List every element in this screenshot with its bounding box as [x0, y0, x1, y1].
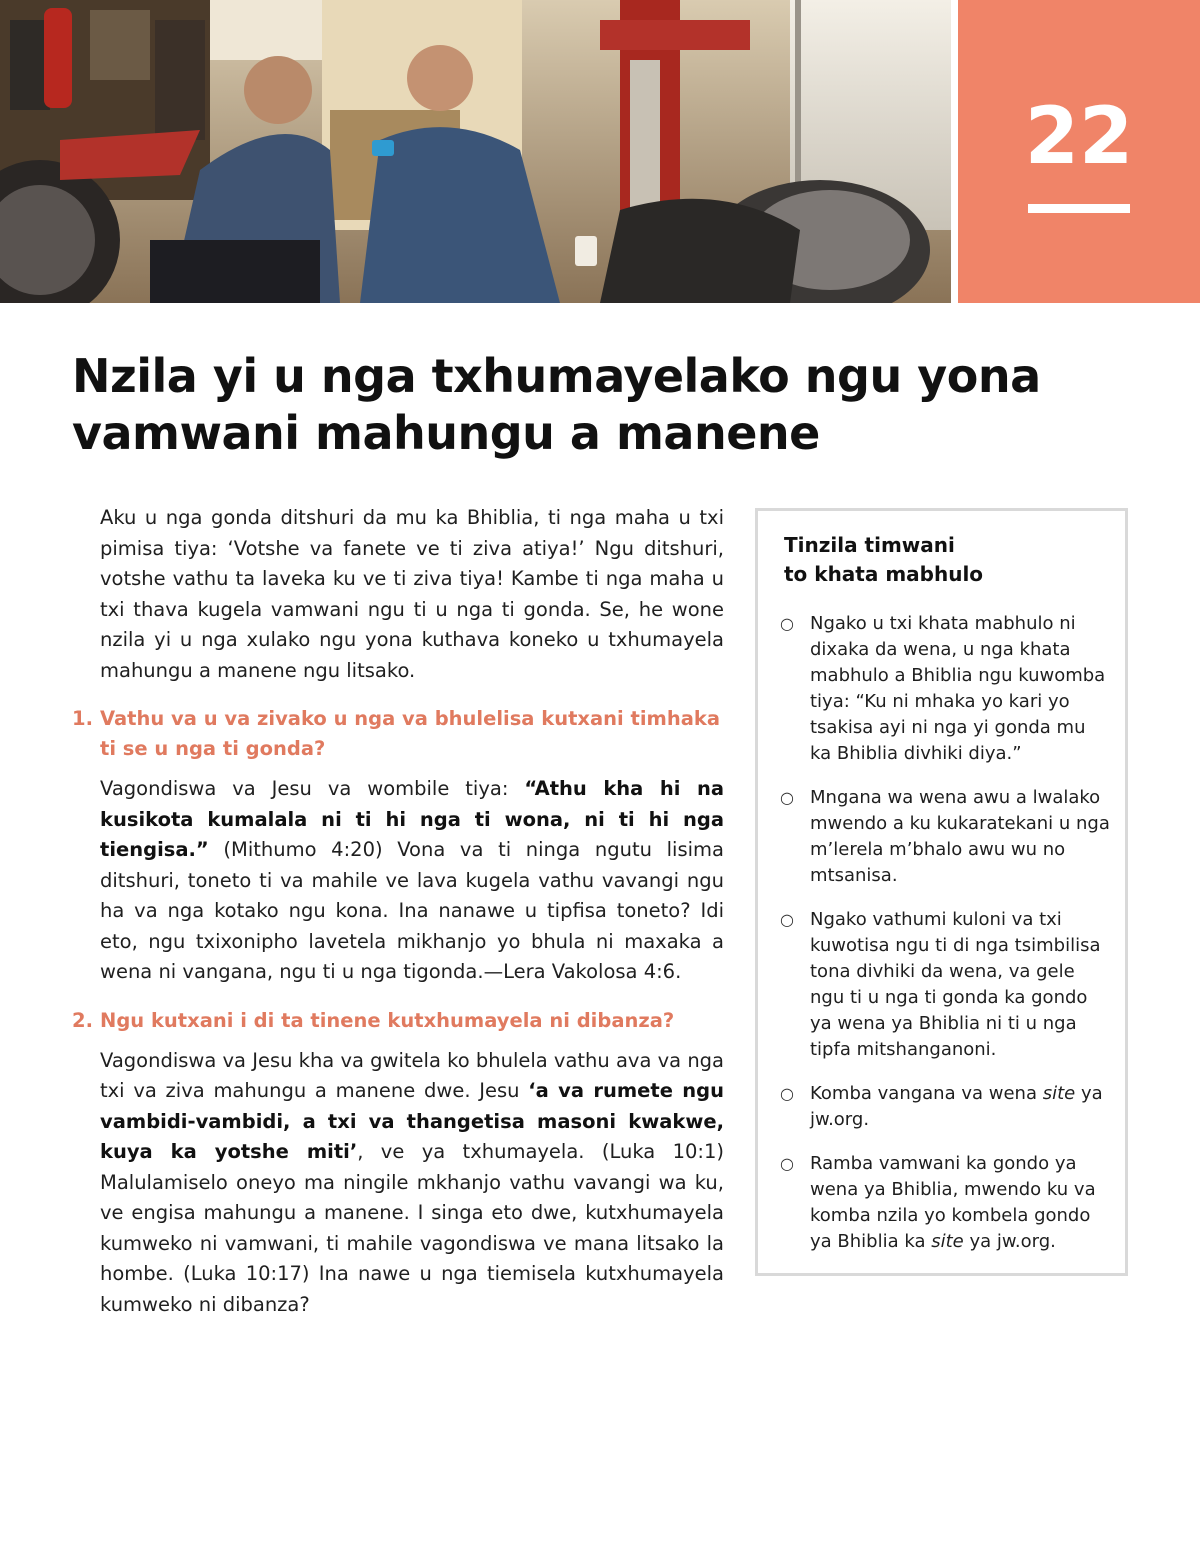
- tip-text-part: ya jw.org.: [963, 1231, 1056, 1252]
- tip-text-part: Komba vangana va wena: [810, 1083, 1043, 1104]
- tip-text-part: Mngana wa wena awu a lwalako mwendo a ku kukaratekani u nga m’lerela m’bhalo awu wu no mtsanisa.: [810, 787, 1110, 886]
- workshop-photo-illustration: [0, 0, 951, 303]
- tip-text: [810, 907, 1110, 1063]
- answer-paragraph-1: [72, 774, 724, 988]
- question-number: 1.: [72, 707, 93, 730]
- tip-text-italic: site: [1042, 1083, 1076, 1104]
- tips-list: [780, 611, 1110, 1273]
- circle-bullet-icon: ○: [780, 1084, 794, 1103]
- answer-text: Vagondiswa va Jesu kha va gwitela ko bhulela vathu ava va nga txi va ziva mahungu a manene dwe. Jesu: [100, 1048, 724, 1102]
- lesson-number-underline: [1028, 204, 1130, 213]
- sidebar-title: [784, 531, 1104, 589]
- circle-bullet-icon: ○: [780, 788, 794, 807]
- tip-text: [810, 785, 1110, 889]
- sidebar-title-line-2: to khata mabhulo: [784, 562, 984, 586]
- tip-text-italic: site: [931, 1231, 964, 1252]
- tip-text-part: Ngako vathumi kuloni va txi kuwotisa ngu ti di nga tsimbilisa tona divhiki da wena, va gele ngu ti u nga ti gonda ka gondo ya wena ya Bhiblia ni ti u nga tipfa mitshanganoni.: [810, 909, 1101, 1060]
- list-item: [780, 611, 1110, 767]
- answer-text: (Mithumo 4:20) Vona va ti ninga ngutu lisima ditshuri, toneto ti va mahile ve lava kugela vathu vavangi ngu ha va nga kotako ngu kona. Ina nanawe u tipfisa toneto? Idi eto, ngu txixonipho lavetela mikhanjo yo bhula ni maxaka a wena ni vangana, ngu ti u nga tigonda.—Lera Vakolosa 4:6.: [100, 838, 724, 983]
- tip-text-part: Ramba vamwani ka gondo ya wena ya Bhiblia, mwendo ku va komba nzila yo kombela gondo ya Bhiblia ka: [810, 1153, 1096, 1252]
- answer-text: , ve ya txhumayela. (Luka 10:1) Malulamiselo oneyo ma ningile mkhanjo vathu vavangi wa ku, ve engisa mahungu a manene. I singa eto dwe, kutxhumayela kumweko ni vamwani, ti mahile vagondiswa ve mana litsako la hombe. (Luka 10:17) Ina nawe u nga tiemisela kutxhumayela kumweko ni dibanza?: [100, 1140, 724, 1316]
- answer-quote: ‘a va rumete ngu vambidi-vambidi, a txi va thangetisa masoni kwakwe, kuya ka yotshe miti’: [100, 1079, 724, 1163]
- question-text: Vathu va u va zivako u nga va bhulelisa kutxani timhaka ti se u nga ti gonda?: [100, 707, 721, 760]
- lesson-number-box: [958, 0, 1200, 303]
- question-number: 2.: [72, 1008, 93, 1032]
- tip-text: [810, 1151, 1110, 1255]
- list-item: [780, 1151, 1110, 1255]
- circle-bullet-icon: ○: [780, 910, 794, 929]
- tip-text-part: ya jw.org.: [810, 1083, 1103, 1130]
- question-1: [72, 704, 724, 764]
- tip-text: [810, 1081, 1110, 1133]
- list-item: [780, 1081, 1110, 1133]
- header-photo: [0, 0, 951, 303]
- answer-paragraph-2: [72, 1046, 724, 1321]
- question-2: [72, 1006, 724, 1036]
- sidebar-title-line-1: Tinzila timwani: [784, 533, 955, 557]
- page-title-line-1: Nzila yi u nga txhumayelako ngu yona: [72, 349, 1041, 403]
- answer-quote: “Athu kha hi na kusikota kumalala ni ti hi nga ti wona, ni ti hi nga tiengisa.”: [100, 777, 724, 861]
- tip-text: [810, 611, 1110, 767]
- circle-bullet-icon: ○: [780, 1154, 794, 1173]
- answer-text: Vagondiswa va Jesu va wombile tiya:: [100, 777, 525, 800]
- page-title: [72, 348, 1112, 462]
- page-title-line-2: vamwani mahungu a manene: [72, 406, 820, 460]
- tip-text-part: Ngako u txi khata mabhulo ni dixaka da wena, u nga khata mabhulo a Bhiblia ngu kuwomba tiya: “Ku ni mhaka yo kari yo tsakisa ayi ni nga yi gonda mu ka Bhiblia divhiki diya.”: [810, 613, 1106, 764]
- question-text: Ngu kutxani i di ta tinene kutxhumayela ni dibanza?: [100, 1008, 675, 1032]
- lesson-number: 22: [1024, 92, 1134, 182]
- main-column: [72, 503, 724, 1338]
- sidebar-box: [755, 508, 1128, 1276]
- intro-paragraph: Aku u nga gonda ditshuri da mu ka Bhiblia, ti nga maha u txi pimisa tiya: ‘Votshe va fanete ve ti ziva atiya!’ Ngu ditshuri, votshe vathu ta laveka ku ve ti ziva tiya! Kambe ti nga maha u txi thava kugela vamwani ngu ti u nga ti gonda. Se, he wone nzila yi u nga xulako ngu yona kuthava koneko u txhumayela mahungu a manene ngu litsako.: [100, 506, 724, 682]
- list-item: [780, 907, 1110, 1063]
- circle-bullet-icon: ○: [780, 614, 794, 633]
- list-item: [780, 785, 1110, 889]
